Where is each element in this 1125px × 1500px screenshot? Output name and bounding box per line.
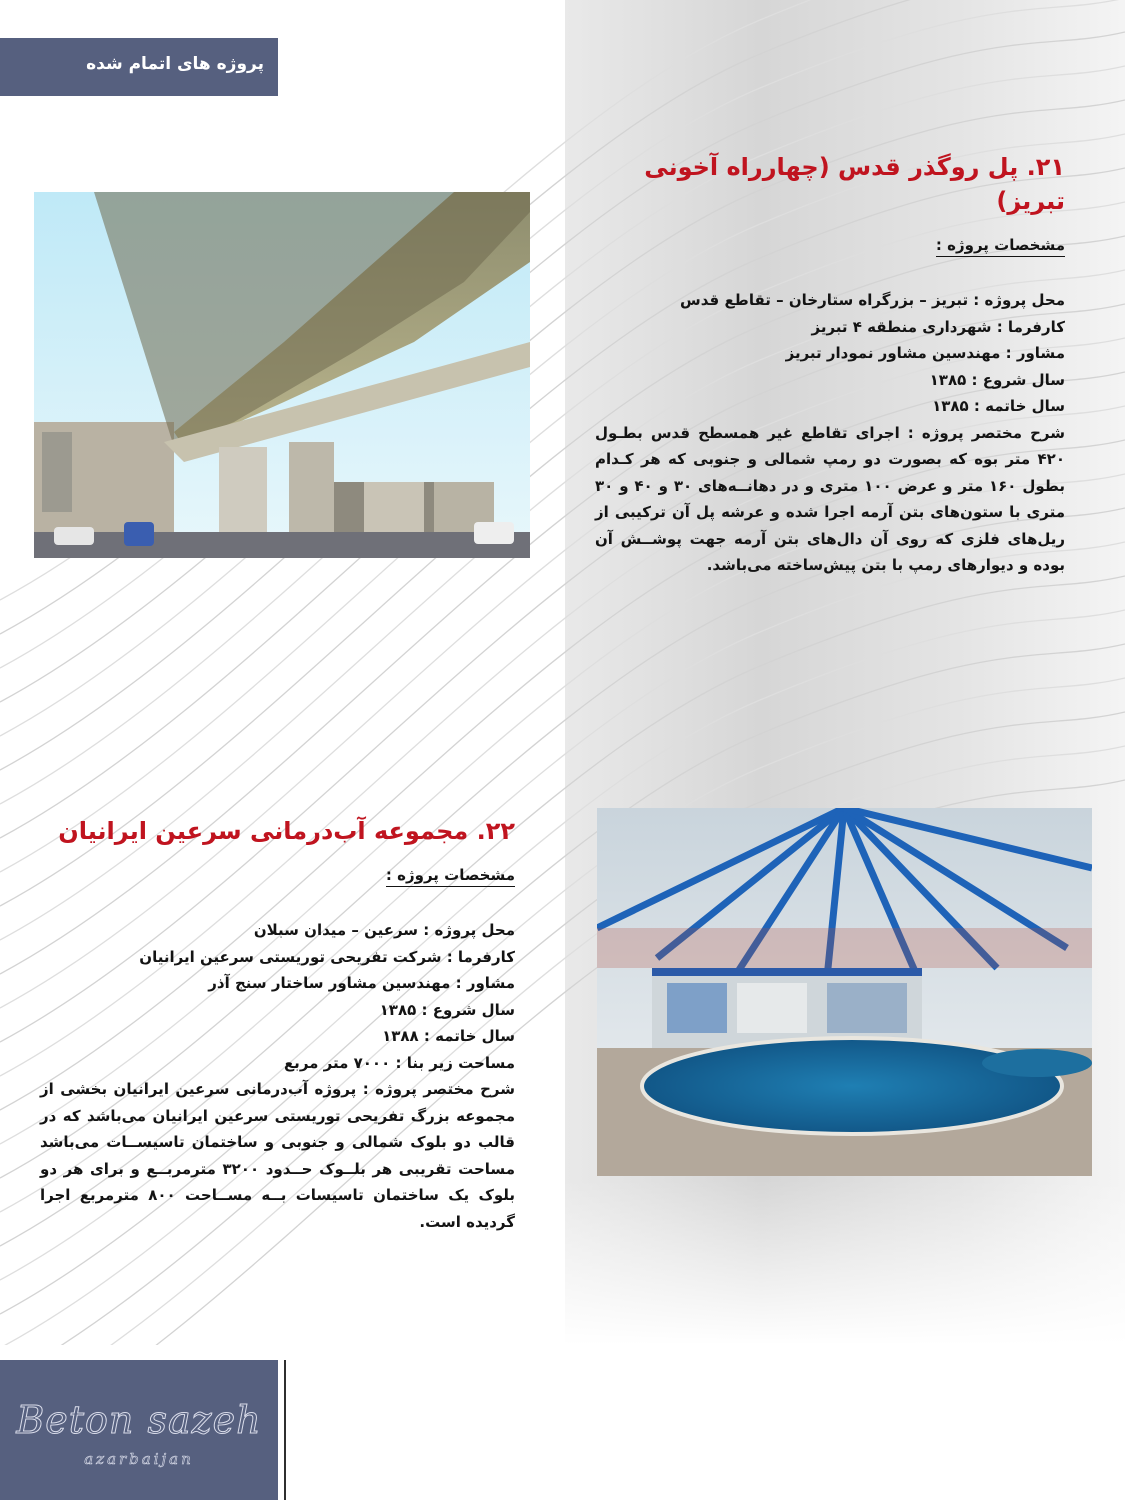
project-21 — [595, 150, 1065, 579]
section-header — [0, 38, 278, 96]
project-22-consultant: مشاور : مهندسین مشاور ساختار سنج آذر — [208, 974, 515, 992]
project-22-end-year: سال خاتمه : ۱۳۸۸ — [382, 1027, 515, 1045]
project-21-description: شرح مختصر پروژه : اجرای تقاطع غیر همسطح قدس بطـول ۴۲۰ متر بوه که بصورت دو رمپ شمالی و جنوبی که هر کـدام بطول ۱۶۰ متر و عرض ۱۰۰ متری و در دهانــه‌های ۳۰ و ۴۰ و ۳۰ متری با ستون‌های بتن آرمه اجرا شده و عرشه پل آن ترکیبی از ریل‌های فلزی که روی آن دال‌های بتن آرمه جهت پوشــش آن بوده و دیوارهای رمپ با بتن پیش‌ساخته می‌باشد. — [595, 423, 1065, 574]
bridge-photo — [34, 192, 530, 558]
project-21-title: ۲۱. پل روگذر قدس (چهارراه آخونی تبریز) — [644, 153, 1065, 215]
section-header-title: پروژه های اتمام شده — [86, 54, 264, 74]
footer-logo-box — [0, 1360, 278, 1500]
project-22 — [40, 814, 515, 1235]
project-22-start-year: سال شروع : ۱۳۸۵ — [379, 1000, 515, 1019]
project-21-consultant: مشاور : مهندسین مشاور نمودار تبریز — [785, 344, 1065, 362]
company-logo: Beton sazeh — [16, 1398, 262, 1442]
footer-divider — [284, 1360, 286, 1500]
project-21-employer: کارفرما : شهرداری منطقه ۴ تبریز — [811, 317, 1065, 336]
pool-photo — [597, 808, 1092, 1176]
project-22-location: محل پروژه : سرعین – میدان سبلان — [253, 921, 515, 939]
project-21-end-year: سال خاتمه : ۱۳۸۵ — [932, 397, 1065, 415]
project-22-description: شرح مختصر پروژه : پروژه آب‌درمانی سرعین ایرانیان بخشی از مجموعه بزرگ تفریحی توریستی سرعین ایرانیان می‌باشد که در قالب دو بلوک شمالی و جنوبی و ساختمان تاسیســات می‌باشد مساحت تقریبی هر بلــوک حــدود ۳۲۰۰ مترمربــع و برای هر دو بلوک یک ساختمان تاسیسات بــه مســاحت ۸۰۰ مترمربع اجرا گردیده است. — [40, 1080, 515, 1231]
project-21-start-year: سال شروع : ۱۳۸۵ — [929, 370, 1065, 389]
project-22-spec-heading: مشخصات پروژه : — [386, 866, 515, 887]
project-22-employer: کارفرما : شرکت تفریحی توریستی سرعین ایرانیان — [139, 947, 515, 966]
project-22-area: مساحت زیر بنا : ۷۰۰۰ متر مربع — [283, 1053, 515, 1072]
project-22-title: ۲۲. مجموعه آب‌درمانی سرعین ایرانیان — [58, 817, 515, 845]
project-21-spec-heading: مشخصات پروژه : — [936, 236, 1065, 257]
company-logo-subtitle: azarbaijan — [84, 1450, 194, 1468]
project-21-location: محل پروژه : تبریز – بزرگراه ستارخان – تقاطع قدس — [680, 291, 1065, 309]
